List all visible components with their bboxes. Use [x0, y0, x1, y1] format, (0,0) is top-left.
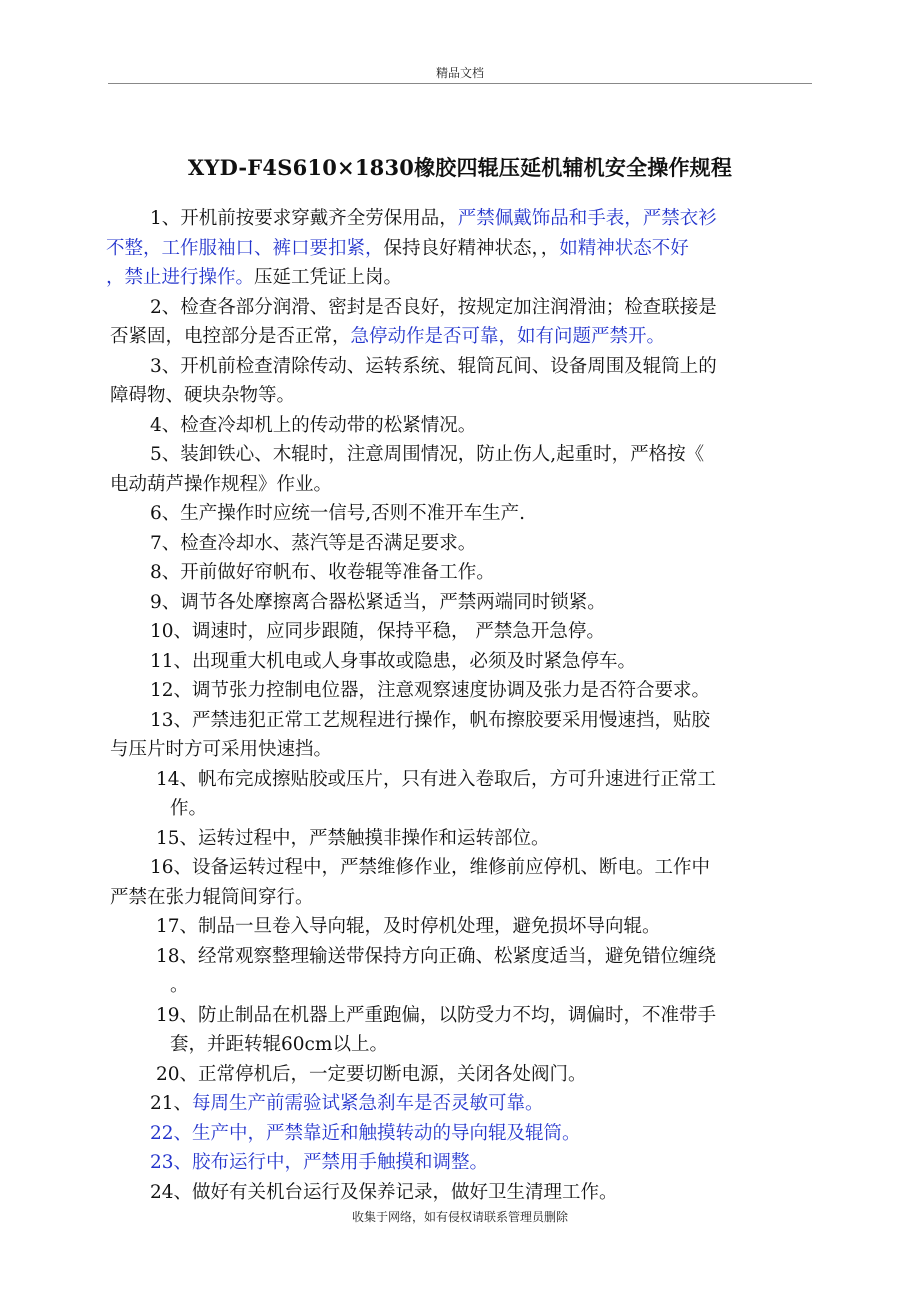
- text-line: [106, 1001, 822, 1031]
- line-text: 2、检查各部分润滑、密封是否良好，按规定加注润滑油；检查联接是: [150, 296, 717, 318]
- line-text: 6、生产操作时应统一信号,否则不准开车生产.: [150, 503, 526, 524]
- text-line: [106, 440, 822, 470]
- text-line: [106, 942, 822, 972]
- line-text: 8、开前做好帘帆布、收卷辊等准备工作。: [150, 562, 495, 583]
- text-line: [106, 971, 822, 1001]
- line-text: 套，并距转辊60cm以上。: [170, 1034, 388, 1055]
- line-text: 18、经常观察整理输送带保持方向正确、松紧度适当，避免错位缠绕: [156, 945, 717, 967]
- text-line: [106, 824, 822, 854]
- page-footer: 收集于网络，如有侵权请联系管理员删除: [351, 1210, 568, 1224]
- text-line: [106, 853, 822, 883]
- text-line: [106, 1030, 822, 1060]
- text-line: [106, 883, 822, 913]
- highlighted-text: 23、胶布运行中，严禁用手触摸和调整。: [150, 1152, 489, 1173]
- line-text: 作。: [170, 798, 208, 819]
- text-line: [106, 381, 822, 411]
- text-line: [106, 588, 822, 618]
- text-line: [106, 647, 822, 677]
- line-text: 11、出现重大机电或人身事故或隐患，必须及时紧急停车。: [150, 650, 637, 672]
- highlighted-text: 如精神状态不好: [559, 237, 689, 259]
- highlighted-text: 急停动作是否可靠，如有问题严禁开。: [350, 326, 666, 347]
- line-text: 3、开机前检查清除传动、运转系统、辊筒瓦间、设备周围及辊筒上的: [150, 355, 717, 377]
- text-line: [106, 1089, 822, 1119]
- text-line: [106, 234, 822, 264]
- line-text: 13、严禁违犯正常工艺规程进行操作，帆布擦胶要采用慢速挡，贴胶: [150, 709, 711, 731]
- line-text: 保持良好精神状态，，: [383, 237, 560, 259]
- text-line: [106, 470, 822, 500]
- line-text: 16、设备运转过程中，严禁维修作业，维修前应停机、断电。工作中: [150, 857, 711, 878]
- line-text: 7、检查冷却水、蒸汽等是否满足要求。: [150, 532, 477, 554]
- line-text: 否紧固，电控部分是否正常，: [110, 326, 351, 347]
- line-text: 17、制品一旦卷入导向辊，及时停机处理，避免损坏导向辊。: [156, 916, 661, 937]
- text-line: [106, 263, 822, 293]
- line-text: 与压片时方可采用快速挡。: [110, 739, 333, 760]
- highlighted-text: 严禁佩戴饰品和手表，严禁衣衫: [457, 208, 717, 229]
- document-body: [106, 204, 822, 1207]
- line-text: 障碍物、硬块杂物等。: [110, 385, 296, 406]
- line-text: 5、装卸铁心、木辊时，注意周围情况，防止伤人,起重时，严格按《: [150, 444, 705, 465]
- text-line: [106, 204, 822, 234]
- page-header: 精品文档: [435, 66, 484, 80]
- line-text: 24、做好有关机台运行及保养记录，做好卫生清理工作。: [150, 1181, 618, 1203]
- line-text: 20、正常停机后，一定要切断电源，关闭各处阀门。: [156, 1063, 587, 1085]
- highlighted-text: 22、生产中，严禁靠近和触摸转动的导向辊及辊筒。: [150, 1122, 581, 1144]
- highlighted-text: ，禁止进行操作。: [106, 267, 255, 288]
- text-line: [106, 735, 822, 765]
- line-text: 21、: [150, 1093, 193, 1114]
- text-line: [106, 411, 822, 441]
- line-text: 19、防止制品在机器上严重跑偏，以防受力不均，调偏时，不准带手: [156, 1004, 717, 1026]
- text-line: [106, 1178, 822, 1208]
- text-line: [106, 676, 822, 706]
- text-line: [106, 706, 822, 736]
- line-text: 严禁在张力辊筒间穿行。: [110, 886, 314, 908]
- highlighted-text: 每周生产前需验试紧急刹车是否灵敏可靠。: [192, 1093, 544, 1114]
- text-line: [106, 912, 822, 942]
- line-text: 电动葫芦操作规程》作业。: [110, 473, 333, 495]
- text-line: [106, 529, 822, 559]
- line-text: 12、调节张力控制电位器，注意观察速度协调及张力是否符合要求。: [150, 680, 711, 701]
- text-line: [106, 499, 822, 529]
- line-text: 4、检查冷却机上的传动带的松紧情况。: [150, 414, 477, 436]
- header-divider: [108, 83, 812, 84]
- document-title: XYD-F4S610×1830橡胶四辊压延机辅机安全操作规程: [187, 155, 733, 180]
- line-text: 。: [170, 975, 189, 996]
- highlighted-text: 不整，工作服袖口、裤口要扣紧，: [106, 237, 384, 259]
- text-line: [106, 558, 822, 588]
- text-line: [106, 352, 822, 382]
- text-line: [106, 794, 822, 824]
- text-line: [106, 765, 822, 795]
- line-text: 14、帆布完成擦贴胶或压片，只有进入卷取后，方可升速进行正常工: [156, 768, 717, 790]
- line-text: 10、调速时，应同步跟随，保持平稳， 严禁急开急停。: [150, 621, 605, 642]
- text-line: [106, 1119, 822, 1149]
- line-text: 压延工凭证上岗。: [254, 267, 403, 288]
- text-line: [106, 1148, 822, 1178]
- text-line: [106, 293, 822, 323]
- line-text: 9、调节各处摩擦离合器松紧适当，严禁两端同时锁紧。: [150, 591, 606, 613]
- text-line: [106, 1060, 822, 1090]
- line-text: 1、开机前按要求穿戴齐全劳保用品，: [150, 208, 458, 229]
- text-line: [106, 322, 822, 352]
- text-line: [106, 617, 822, 647]
- line-text: 15、运转过程中，严禁触摸非操作和运转部位。: [156, 827, 550, 849]
